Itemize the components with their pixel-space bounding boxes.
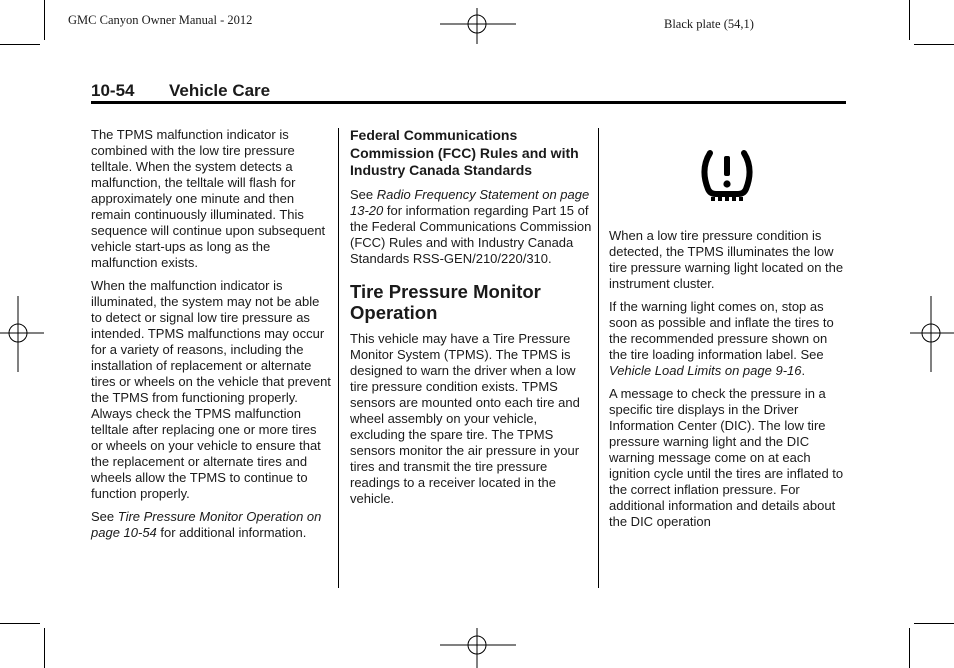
text: for additional information. bbox=[156, 525, 307, 540]
text: If the warning light comes on, stop as soon as possible and inflate the tires to the recommended pressure shown on the tire loading information label. See bbox=[609, 299, 834, 362]
paragraph: When a low tire pressure condition is detected, the TPMS illuminates the low tire pressure warning light located on the instrument cluster. bbox=[609, 228, 844, 291]
section-title: Vehicle Care bbox=[169, 81, 271, 100]
registration-mark-right bbox=[910, 296, 954, 372]
text: for information regarding Part 15 of the Federal Communications Commission (FCC) Rules and with Industry Canada Standards RSS-GEN/210/220/310. bbox=[350, 202, 592, 266]
low-tire-pressure-warning-icon bbox=[697, 147, 757, 203]
column-divider-1 bbox=[338, 128, 339, 588]
header-rule bbox=[91, 101, 846, 104]
crop-mark-top-left-horizontal bbox=[0, 44, 40, 45]
section-heading: Tire Pressure Monitor Operation bbox=[350, 280, 541, 323]
print-header-title: GMC Canyon Owner Manual - 2012 bbox=[68, 13, 253, 27]
crop-mark-bottom-left-horizontal bbox=[0, 623, 40, 624]
paragraph bbox=[350, 187, 594, 267]
text: . bbox=[801, 363, 806, 378]
column-1 bbox=[91, 127, 331, 548]
paragraph: When the malfunction indicator is illuminated, the system may not be able to detect or signal low tire pressure as intended. TPMS malfunctions may occur for a variety of reasons, including the installation of replacement or alternate tires or wheels on the vehicle that prevent the TPMS from functioning properly. Always check the TPMS malfunction telltale after replacing one or more tires or wheels on your vehicle to ensure that the replacement or alternate tires and wheels allow the TPMS to continue to function properly. bbox=[91, 278, 331, 501]
column-3 bbox=[609, 228, 845, 537]
cross-reference-link[interactable]: Tire Pressure Monitor Operation on page 10-54 bbox=[91, 509, 322, 540]
cross-reference-link[interactable]: Vehicle Load Limits on page 9-16 bbox=[609, 363, 802, 378]
paragraph bbox=[609, 299, 845, 379]
registration-mark-left bbox=[0, 296, 44, 372]
crop-mark-top-left-vertical bbox=[44, 0, 45, 40]
cross-reference-link[interactable]: Radio Frequency Statement on page 13-20 bbox=[350, 186, 590, 218]
text: See bbox=[91, 509, 118, 524]
paragraph: This vehicle may have a Tire Pressure Monitor System (TPMS). The TPMS is designed to warn the driver when a low tire pressure condition exists. TPMS sensors are mounted onto each tire and wheel assembly on your vehicle, excluding the spare tire. The TPMS sensors monitor the air pressure in your tires and transmit the tire pressure readings to a receiver located in the vehicle. bbox=[350, 330, 580, 506]
fcc-heading: Federal Communications Commission (FCC) Rules and with Industry Canada Standards bbox=[350, 127, 579, 178]
column-2 bbox=[350, 127, 594, 514]
registration-mark-top bbox=[440, 8, 516, 44]
page-number: 10-54 bbox=[91, 81, 135, 100]
crop-mark-bottom-left-vertical bbox=[44, 628, 45, 668]
paragraph: A message to check the pressure in a specific tire displays in the Driver Information Center (DIC). The low tire pressure warning light and the DIC warning message come on at each ignition cycle until the tires are inflated to the correct inflation pressure. For additional information and details about the DIC operation bbox=[609, 386, 844, 529]
column-divider-2 bbox=[598, 128, 599, 588]
paragraph bbox=[91, 509, 331, 541]
registration-mark-bottom bbox=[440, 628, 516, 668]
crop-mark-bottom-right-horizontal bbox=[914, 623, 954, 624]
print-header-plate: Black plate (54,1) bbox=[664, 17, 754, 31]
crop-mark-bottom-right-vertical bbox=[909, 628, 910, 668]
paragraph: The TPMS malfunction indicator is combined with the low tire pressure telltale. When the system detects a malfunction, the telltale will flash for approximately one minute and then remain continuously illuminated. This sequence will continue upon subsequent vehicle start-ups as long as the malfunction exists. bbox=[91, 127, 326, 270]
text: See bbox=[350, 186, 377, 202]
crop-mark-top-right-horizontal bbox=[914, 44, 954, 45]
crop-mark-top-right-vertical bbox=[909, 0, 910, 40]
